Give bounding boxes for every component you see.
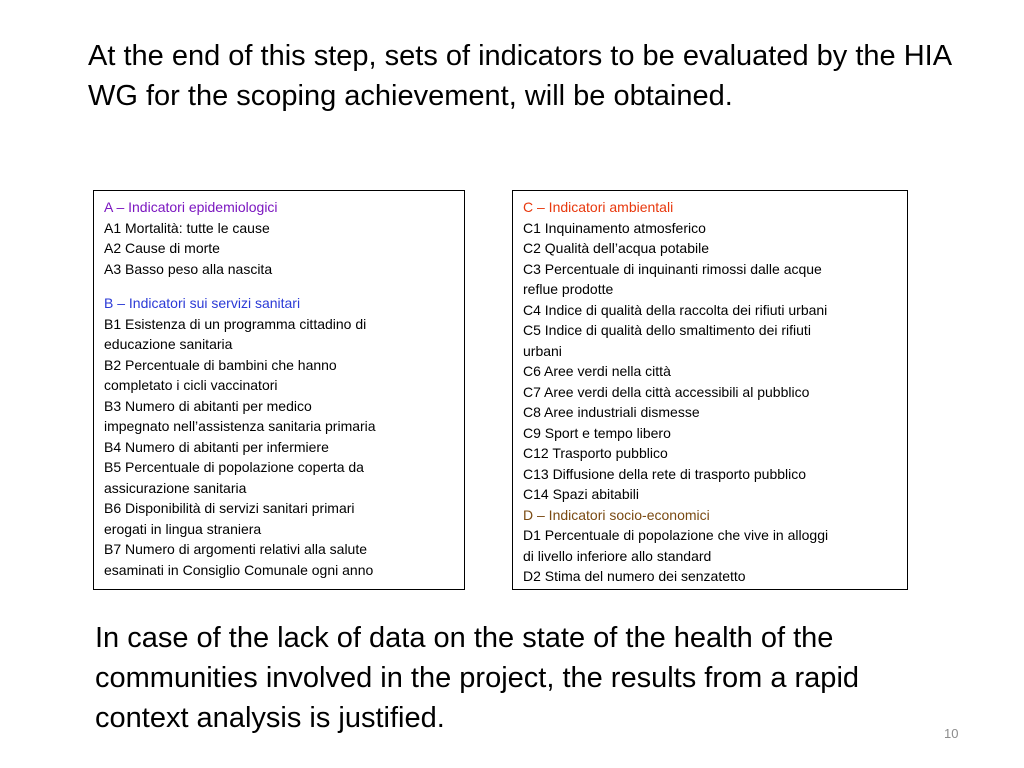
indicator-item: C3 Percentuale di inquinanti rimossi dalle acque: [523, 260, 822, 277]
indicator-item: C8 Aree industriali dismesse: [523, 404, 700, 420]
indicator-item: C4 Indice di qualità della raccolta dei rifiuti urbani: [523, 301, 828, 318]
indicator-item: esaminati in Consiglio Comunale ogni anno: [104, 561, 374, 578]
indicator-item: C9 Sport e tempo libero: [523, 424, 671, 441]
indicator-item: B1 Esistenza di un programma cittadino di: [104, 315, 367, 332]
indicator-item: C14 Spazi abitabili: [523, 486, 639, 502]
indicator-item: assicurazione sanitaria: [104, 479, 247, 496]
indicator-item: C1 Inquinamento atmosferico: [523, 219, 706, 236]
indicator-item: erogati in lingua straniera: [104, 520, 262, 537]
indicator-item: A1 Mortalità: tutte le cause: [104, 219, 270, 236]
indicator-item: B3 Numero di abitanti per medico: [104, 397, 312, 414]
indicator-item: C12 Trasporto pubblico: [523, 445, 668, 461]
section-a-list: [104, 218, 454, 280]
indicators-box-left: [93, 190, 465, 590]
section-d-list: [523, 525, 897, 587]
indicator-item: B5 Percentuale di popolazione coperta da: [104, 459, 364, 475]
indicator-item: D1 Percentuale di popolazione che vive in alloggi: [523, 527, 829, 543]
indicator-item: C13 Diffusione della rete di trasporto pubblico: [523, 465, 807, 482]
indicator-item: B6 Disponibilità di servizi sanitari primari: [104, 500, 355, 516]
section-b-title: B – Indicatori sui servizi sanitari: [104, 295, 301, 311]
section-c-title: C – Indicatori ambientali: [523, 199, 674, 215]
indicator-item: urbani: [523, 342, 562, 359]
indicator-item: B2 Percentuale di bambini che hanno: [104, 356, 337, 373]
indicator-item: C7 Aree verdi della città accessibili al pubblico: [523, 383, 810, 400]
page-number: 10: [944, 726, 959, 741]
indicator-item: B7 Numero di argomenti relativi alla salute: [104, 541, 368, 557]
indicator-item: reflue prodotte: [523, 281, 614, 297]
indicator-item: C5 Indice di qualità dello smaltimento dei rifiuti: [523, 322, 811, 338]
indicator-item: C2 Qualità dell’acqua potabile: [523, 240, 710, 256]
indicator-item: A2 Cause di morte: [104, 240, 220, 256]
section-d-title: D – Indicatori socio-economici: [523, 506, 710, 523]
indicators-box-right: [512, 190, 908, 590]
outro-paragraph: In case of the lack of data on the state of the health of the communities involved in the project, the results from a rapid context analysis is justified.: [95, 622, 860, 734]
indicator-item: D2 Stima del numero dei senzatetto: [523, 568, 746, 584]
indicator-item: A3 Basso peso alla nascita: [104, 260, 273, 277]
section-c-list: [523, 218, 897, 505]
section-gap: [104, 279, 454, 293]
indicator-item: impegnato nell’assistenza sanitaria primaria: [104, 418, 376, 434]
indicator-item: completato i cicli vaccinatori: [104, 377, 278, 393]
indicator-item: B4 Numero di abitanti per infermiere: [104, 438, 329, 455]
intro-paragraph: At the end of this step, sets of indicators to be evaluated by the HIA WG for the scoping achievement, will be obtained.: [88, 40, 951, 112]
indicator-item: C6 Aree verdi nella città: [523, 363, 671, 379]
indicator-item: educazione sanitaria: [104, 336, 233, 352]
section-b-list: [104, 314, 454, 581]
section-a-title: A – Indicatori epidemiologici: [104, 199, 278, 215]
indicator-item: di livello inferiore allo standard: [523, 547, 712, 564]
